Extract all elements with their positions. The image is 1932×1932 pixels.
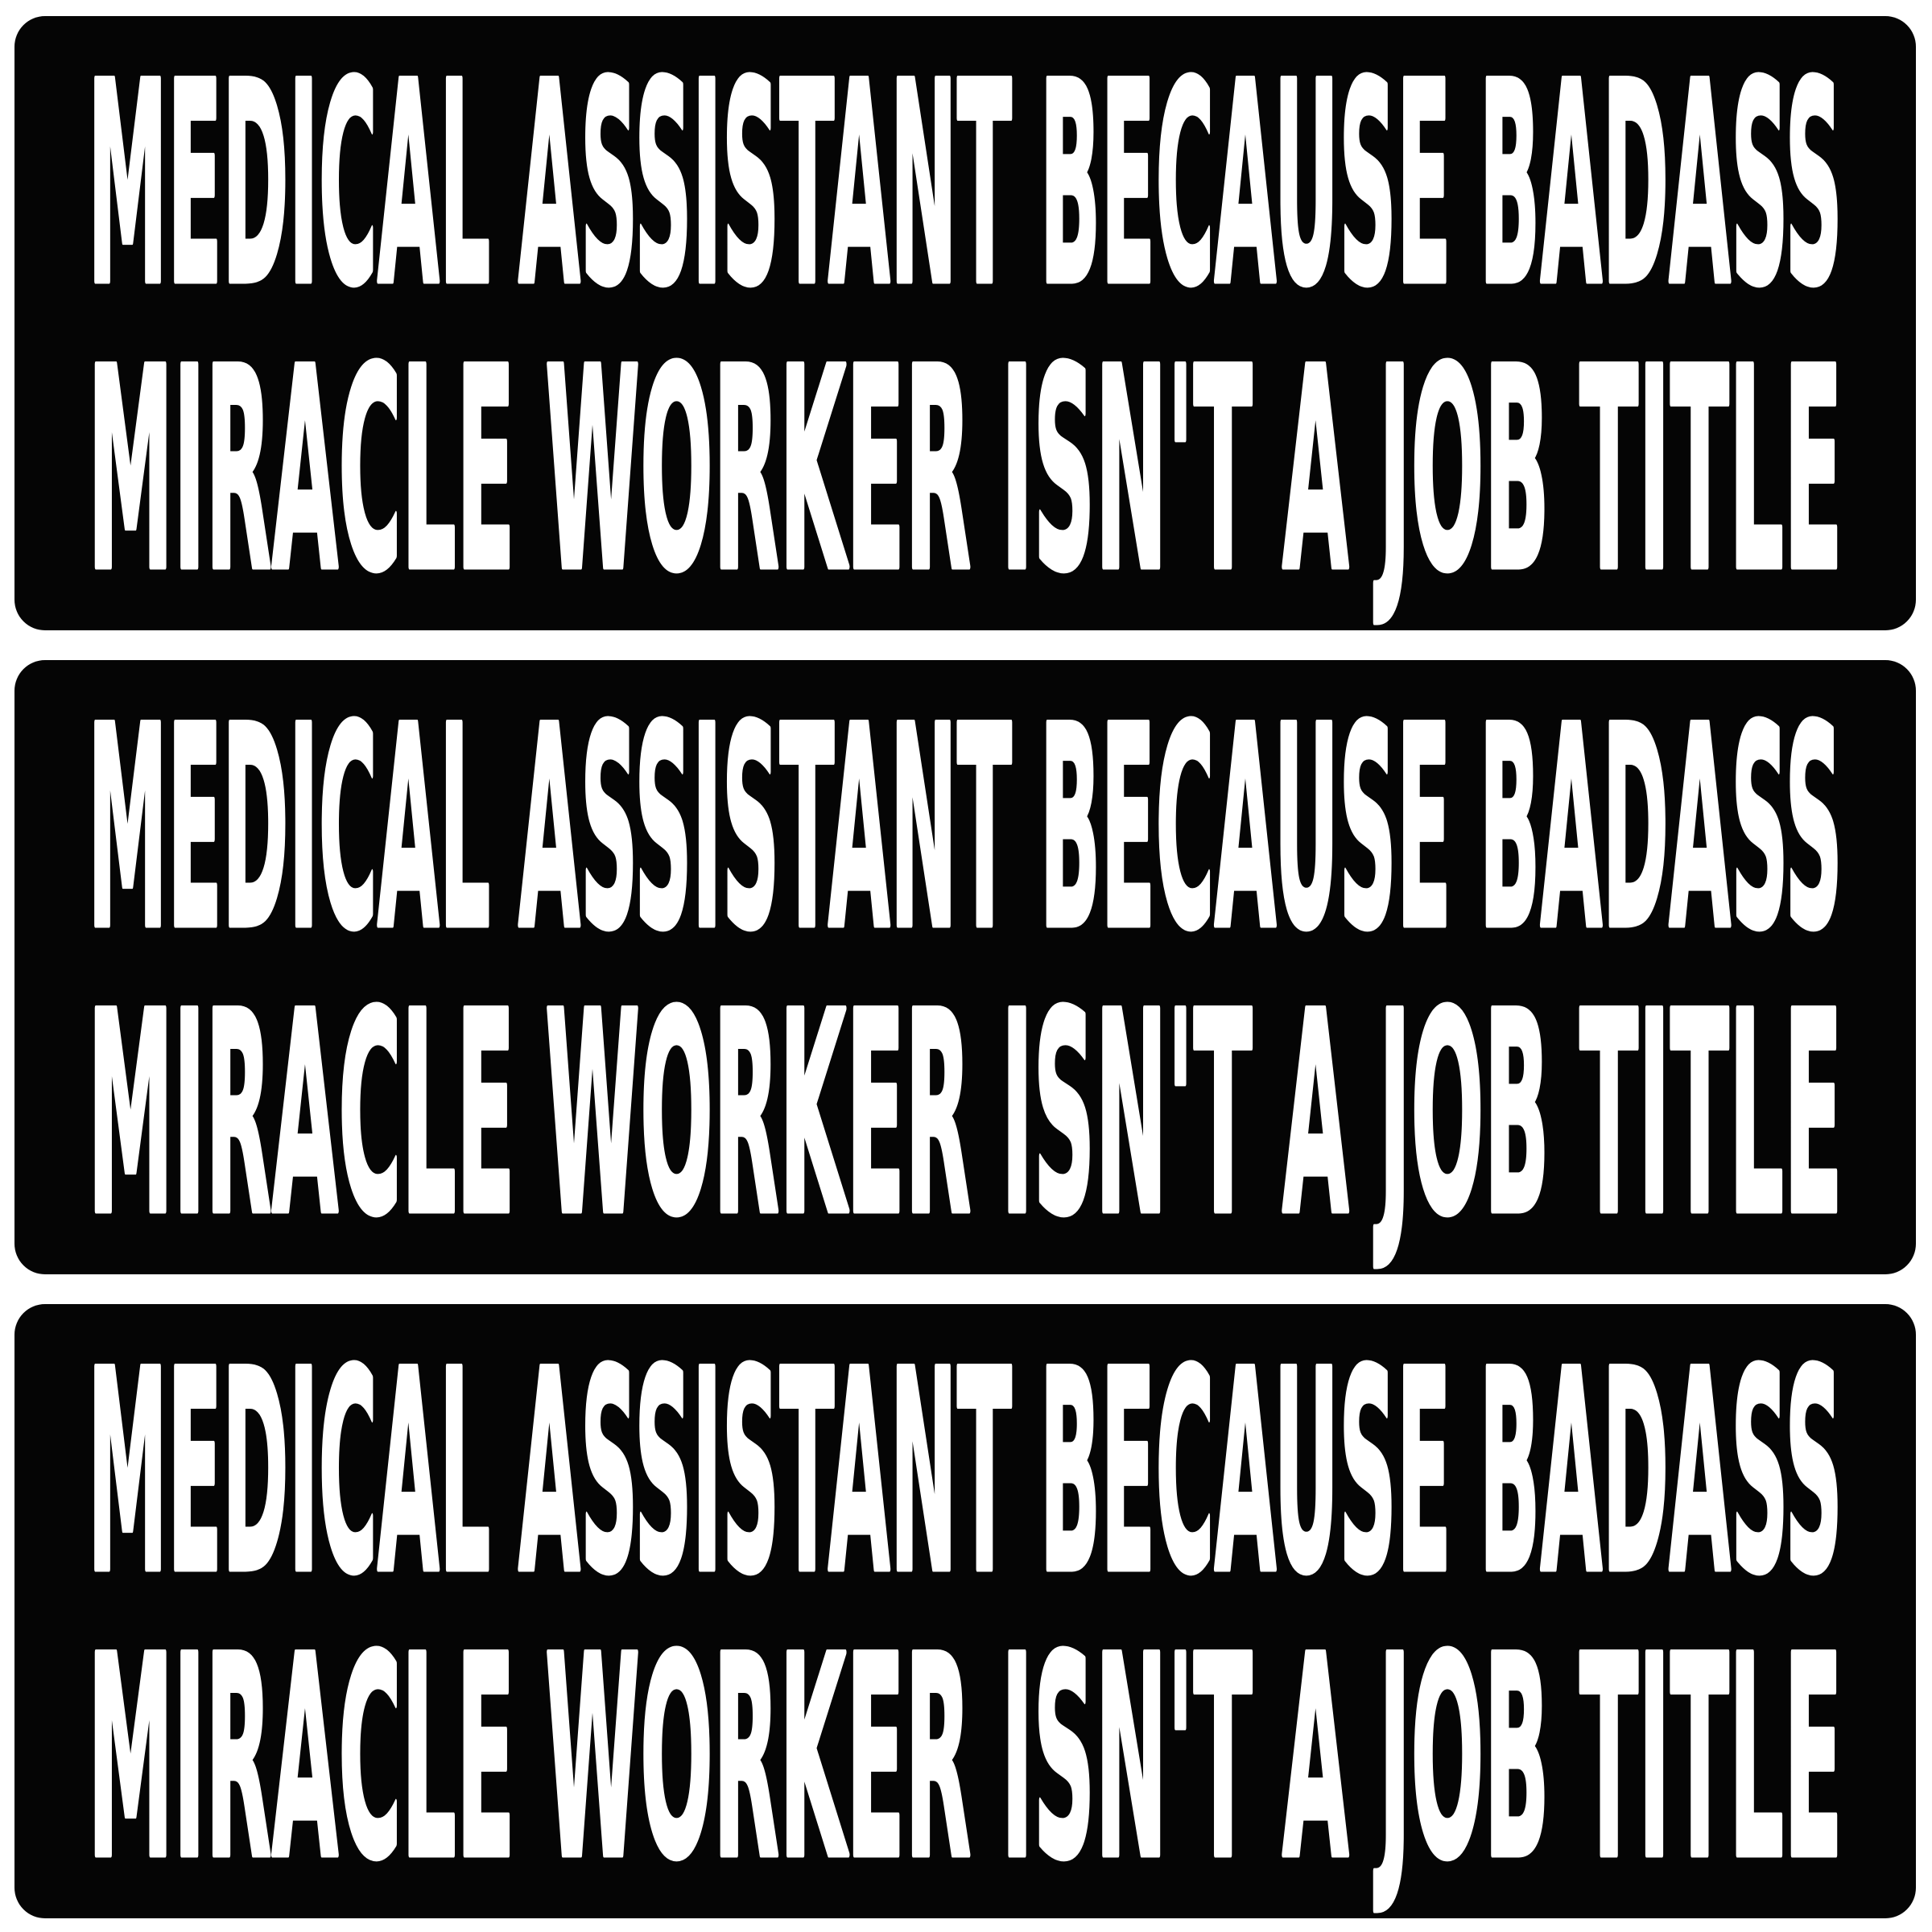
- sticker-line-2: [14, 309, 1916, 634]
- sticker-text-line-1: MEDICAL ASSISTANT BECAUSE BADASS: [88, 667, 1843, 992]
- sticker-3: [14, 1304, 1916, 1922]
- sticker-line-1: [14, 667, 1916, 992]
- sticker-text-line-1: MEDICAL ASSISTANT BECAUSE BADASS: [88, 1311, 1843, 1636]
- sticker-text-line-2: MIRACLE WORKER ISN'T A JOB TITLE: [88, 309, 1843, 634]
- sticker-line-1: [14, 23, 1916, 348]
- sticker-2: [14, 660, 1916, 1278]
- sticker-1: [14, 16, 1916, 634]
- sticker-line-2: [14, 1597, 1916, 1922]
- sticker-line-2: [14, 953, 1916, 1278]
- sticker-line-1: [14, 1311, 1916, 1636]
- sticker-text-line-1: MEDICAL ASSISTANT BECAUSE BADASS: [88, 23, 1843, 348]
- sticker-text-line-2: MIRACLE WORKER ISN'T A JOB TITLE: [88, 953, 1843, 1278]
- sticker-text-line-2: MIRACLE WORKER ISN'T A JOB TITLE: [88, 1597, 1843, 1922]
